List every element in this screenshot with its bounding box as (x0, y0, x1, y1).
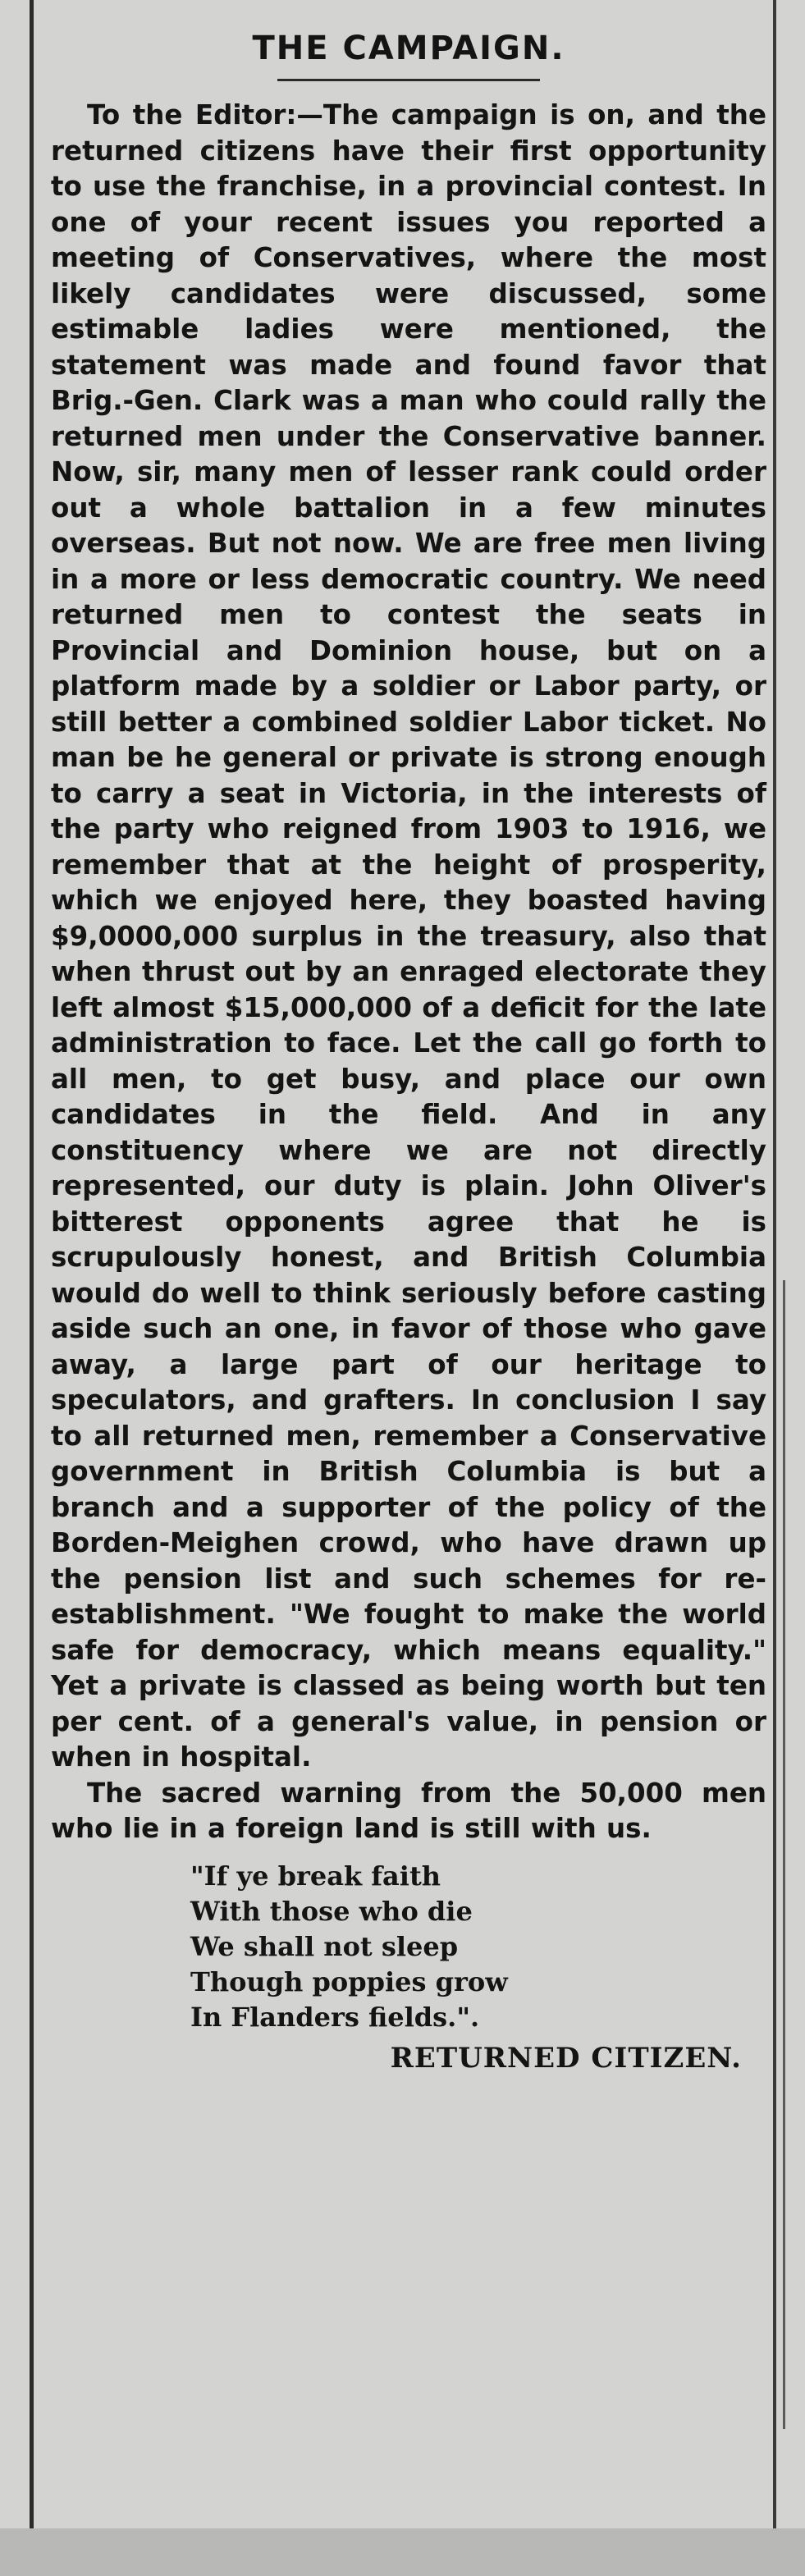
column-rule-right (773, 0, 776, 2576)
poem-quote (51, 1859, 766, 2035)
adjacent-column-rule (783, 1280, 785, 2429)
poem-line: Though poppies grow (190, 1965, 508, 1997)
poem-line: We shall not sleep (190, 1930, 459, 1962)
poem-line: With those who die (190, 1895, 473, 1927)
column-rule-left (30, 0, 34, 2576)
article-column (51, 30, 766, 2076)
author-signature: RETURNED CITIZEN. (390, 2041, 742, 2075)
poem-line: In Flanders fields.". (190, 2001, 480, 2033)
scan-bottom-margin (0, 2528, 805, 2576)
article-paragraph-1: To the Editor:—The campaign is on, and the returned citizens have their first opportunity to use the franchise, in a provincial contest. In one of your recent issues you reported a meeting of Conservatives, where the most likely candidates were discussed, some estimable ladies were mentioned, the statement was made and found favor that Brig.-Gen. Clark was a man who could rally the returned men under the Conservative banner. Now, sir, many men of lesser rank could order out a whole battalion in a few minutes overseas. But not now. We are free men living in a more or less democratic country. We need returned men to contest the seats in Provincial and Dominion house, but on a platform made by a soldier or Labor party, or still better a combined soldier Labor ticket. No man be he general or private is strong enough to carry a seat in Victoria, in the interests of the party who reigned from 1903 to 1916, we remember that at the height of prosperity, which we enjoyed here, they boasted having $9,0000,000 surplus in the treasury, also that when thrust out by an enraged electorate they left almost $15,000,000 of a deficit for the late administration to face. Let the call go forth to all men, to get busy, and place our own candidates in the field. And in any constituency where we are not directly represented, our duty is plain. John Oliver's bitterest opponents agree that he is scrupulously honest, and British Columbia would do well to think seriously before casting aside such an one, in favor of those who gave away, a large part of our heritage to speculators, and grafters. In conclusion I say to all returned men, remember a Conservative government in British Columbia is but a branch and a supporter of the policy of the Borden-Meighen crowd, who have drawn up the pension list and such schemes for re-establishment. "We fought to make the world safe for democracy, which means equality." Yet a private is classed as being worth but ten per cent. of a general's value, in pension or when in hospital. (51, 99, 766, 1773)
article-headline: THE CAMPAIGN. (252, 30, 565, 67)
headline-rule (277, 79, 540, 81)
article-paragraph-2: The sacred warning from the 50,000 men who lie in a foreign land is still with us. (51, 1777, 766, 1844)
poem-line: "If ye break faith (190, 1860, 441, 1892)
